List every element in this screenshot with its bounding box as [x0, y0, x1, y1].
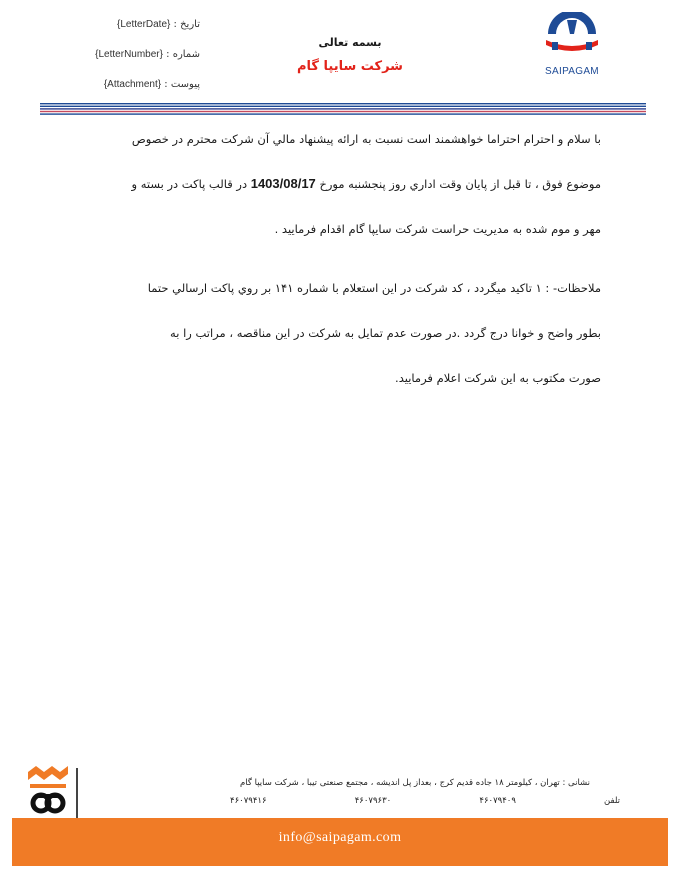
company-title: شرکت سایپا گام	[297, 59, 403, 74]
footer-address: نشانی : تهران ، کیلومتر ۱۸ جاده قدیم کرج ، بعداز پل اندیشه ، مجتمع صنعتی تیبا ، شرکت سایپا گام	[240, 778, 590, 788]
logo-text: SAIPAGAM	[545, 66, 599, 77]
body-line: صورت مکتوب به اين شرکت اعلام فرماييد.	[395, 371, 601, 385]
date-row	[40, 14, 200, 44]
paragraph-notes	[88, 267, 601, 402]
phone-number: ۴۶۰۷۹۴۰۹	[479, 796, 516, 806]
paragraph-request	[88, 118, 601, 253]
number-value: {LetterNumber}	[95, 49, 163, 60]
attachment-row	[40, 74, 200, 104]
footer-divider	[76, 768, 78, 818]
body-line: مهر و موم شده به مديريت حراست شرکت سايپا گام اقدام فرماييد .	[274, 222, 601, 236]
header-divider	[40, 103, 646, 115]
footer-email: info@saipagam.com	[278, 830, 402, 845]
phone-number: ۴۶۰۷۹۴۱۶	[230, 796, 267, 806]
phone-number: ۴۶۰۷۹۶۳۰	[354, 796, 392, 806]
number-row	[40, 44, 200, 74]
body-text-segment: در قالب پاکت در بسته و	[131, 177, 248, 191]
saipagam-logo	[536, 12, 608, 77]
body-text-segment: موضوع فوق ، تا قبل از پايان وقت اداري روز پنجشنبه مورخ	[319, 177, 601, 191]
date-value: {LetterDate}	[116, 19, 171, 30]
body-line: بطور واضح و خوانا درج گردد .در صورت عدم تمايل به شرکت در اين مناقصه ، مراتب را به	[170, 326, 601, 340]
letter-title-block	[260, 36, 440, 74]
footer-email-bar	[12, 818, 668, 866]
body-line	[88, 163, 601, 208]
phone-label: تلفن	[604, 796, 620, 806]
attachment-label: پیوست :	[164, 79, 200, 90]
body-line: با سلام و احترام احتراما خواهشمند است نسبت به ارائه پیشنهاد مالي آن شرکت محترم در خصوص	[131, 132, 601, 146]
attachment-value: {Attachment}	[103, 79, 162, 90]
body-line: ملاحظات- : ۱ تاکید میگردد ، کد شرکت در اين استعلام با شماره ۱۴۱ بر روي پاکت ارسالي حتما	[147, 281, 601, 295]
deadline-date: 1403/08/17	[250, 176, 316, 191]
basmala: بسمه تعالی	[318, 36, 382, 49]
letter-meta	[40, 14, 200, 104]
letter-footer	[0, 762, 680, 880]
letter-header	[0, 0, 680, 100]
tiba-complex-logo-icon	[24, 762, 72, 822]
footer-phones	[230, 796, 620, 806]
saipagam-emblem-icon	[542, 12, 602, 60]
letter-body	[88, 118, 601, 402]
number-label: شماره :	[166, 49, 200, 60]
date-label: تاریخ :	[173, 19, 200, 30]
